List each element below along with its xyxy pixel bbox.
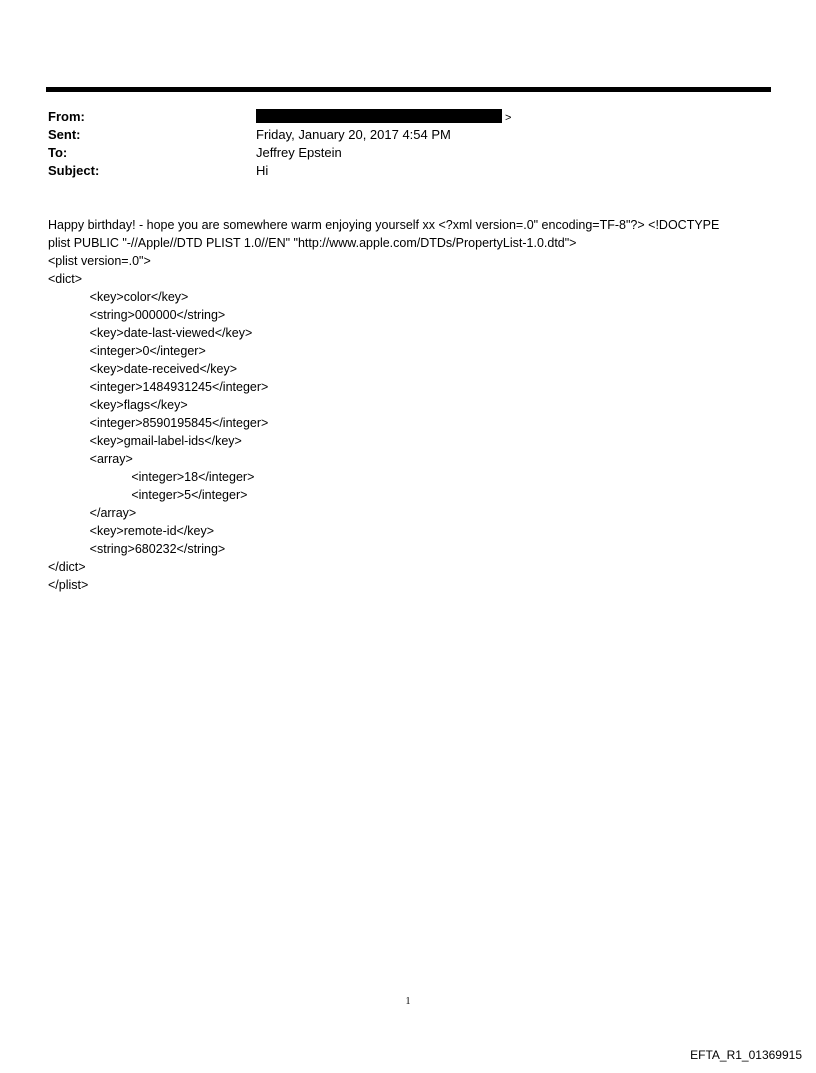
body-line: <key>flags</key> xyxy=(48,398,188,412)
to-row xyxy=(48,144,768,162)
document-id: EFTA_R1_01369915 xyxy=(690,1048,802,1062)
body-line: <integer>0</integer> xyxy=(48,344,206,358)
subject-label: Subject: xyxy=(48,163,100,178)
sent-row xyxy=(48,126,768,144)
email-header xyxy=(48,108,768,180)
body-line: <key>date-received</key> xyxy=(48,362,237,376)
from-label: From: xyxy=(48,109,85,124)
from-value xyxy=(256,108,511,127)
body-line: </dict> xyxy=(48,560,86,574)
body-line: <plist version=.0"> xyxy=(48,254,151,268)
header-divider xyxy=(46,87,771,92)
body-line: <key>color</key> xyxy=(48,290,189,304)
body-line: <array> xyxy=(48,452,133,466)
body-line: plist PUBLIC "-//Apple//DTD PLIST 1.0//EN" "http://www.apple.com/DTDs/PropertyList-1.0.dtd"> xyxy=(48,236,577,250)
to-label: To: xyxy=(48,145,68,160)
from-suffix: > xyxy=(505,112,512,124)
subject-row xyxy=(48,162,768,180)
body-line: <integer>18</integer> xyxy=(48,470,255,484)
body-line: <integer>8590195845</integer> xyxy=(48,416,269,430)
sent-label: Sent: xyxy=(48,127,81,142)
from-row xyxy=(48,108,768,126)
to-value: Jeffrey Epstein xyxy=(256,145,342,160)
body-line: <integer>5</integer> xyxy=(48,488,248,502)
body-line: <key>gmail-label-ids</key> xyxy=(48,434,242,448)
body-line: <key>date-last-viewed</key> xyxy=(48,326,253,340)
body-line: <integer>1484931245</integer> xyxy=(48,380,269,394)
page-number: 1 xyxy=(405,996,411,1007)
body-line: </plist> xyxy=(48,578,89,592)
body-line: <string>000000</string> xyxy=(48,308,226,322)
body-line: <key>remote-id</key> xyxy=(48,524,215,538)
subject-value: Hi xyxy=(256,163,269,178)
body-line: </array> xyxy=(48,506,137,520)
redaction-block xyxy=(256,109,502,123)
sent-value: Friday, January 20, 2017 4:54 PM xyxy=(256,127,451,142)
body-line: <dict> xyxy=(48,272,83,286)
email-body xyxy=(48,216,773,594)
body-line: <string>680232</string> xyxy=(48,542,226,556)
body-line: Happy birthday! - hope you are somewhere warm enjoying yourself xx <?xml version=.0" encoding=TF-8"?> <!DOCTYPE xyxy=(48,218,720,232)
